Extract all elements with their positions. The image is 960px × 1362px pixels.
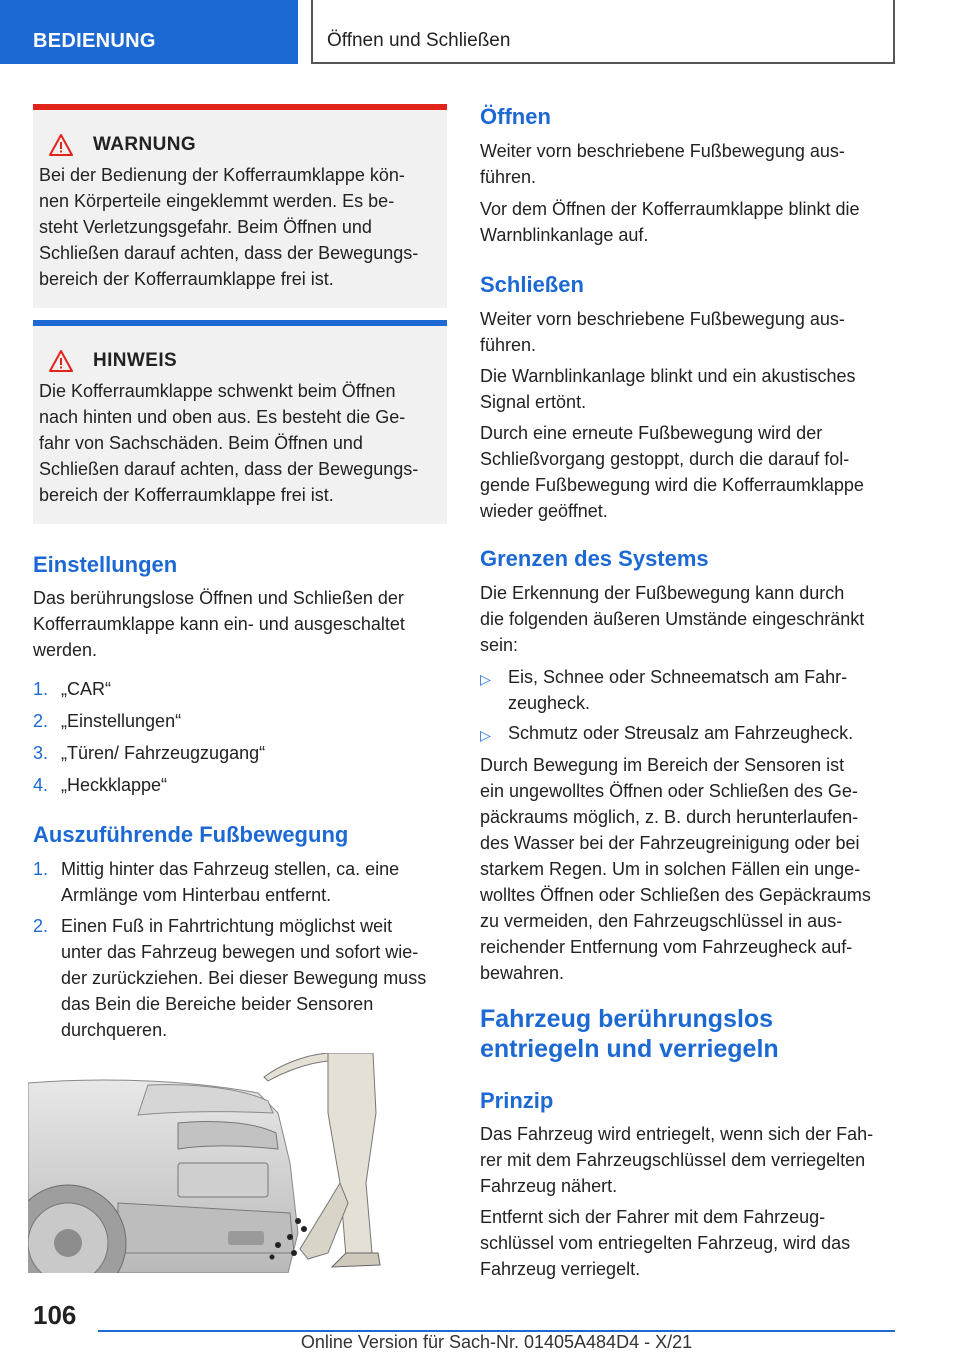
warning-title: WARNUNG (93, 134, 197, 155)
list-item: 1. „CAR“ (33, 679, 111, 699)
page-header-title: Öffnen und Schließen (311, 0, 895, 64)
heading-oeffnen: Öffnen (480, 104, 551, 129)
heading-schliessen: Schließen (480, 272, 584, 297)
foot-gesture-illustration (28, 1053, 382, 1273)
heading-fussbewegung: Auszuführende Fußbewegung (33, 822, 349, 847)
list-item: 2. „Einstellungen“ (33, 711, 182, 731)
list-item: 2. Einen Fuß in Fahrtrichtung möglichst weit unter das Fahrzeug bewegen und sofort wie- der zurückziehen. Bei dieser Bewegung muss das Bein die Bereiche beider Sensoren durchqueren. (33, 916, 427, 1040)
list-item: 4. „Heckklappe“ (33, 775, 168, 795)
heading-einstellungen: Einstellungen (33, 552, 178, 577)
heading-grenzen: Grenzen des Systems (480, 546, 709, 571)
list-item: 3. „Türen/ Fahrzeugzugang“ (33, 743, 266, 763)
prinzip-p1: Das Fahrzeug wird entriegelt, wenn sich der Fah- rer mit dem Fahrzeugschlüssel dem verriegelten Fahrzeug nähert. (480, 1124, 874, 1196)
note-title: HINWEIS (93, 350, 178, 371)
grenzen-intro: Die Erkennung der Fußbewegung kann durch die folgenden äußeren Umstände eingeschränkt sein: (480, 583, 865, 655)
prinzip-p2: Entfernt sich der Fahrer mit dem Fahrzeug- schlüssel vom entriegelten Fahrzeug, wird das Fahrzeug verriegelt. (480, 1207, 851, 1279)
list-item: ▷ Eis, Schnee oder Schneematsch am Fahr- zeugheck. (480, 667, 848, 713)
triangle-bullet-icon: ▷ (480, 671, 491, 687)
oeffnen-p2: Vor dem Öffnen der Kofferraumklappe blinkt die Warnblinkanlage auf. (480, 199, 860, 245)
grenzen-body: Durch Bewegung im Bereich der Sensoren ist ein ungewolltes Öffnen oder Schließen des Ge- päckraums möglich, z. B. durch herunterlaufen- des Wasser bei der Fahrzeugreinigung oder bei starkem Regen. Um in solchen Fällen ein unge- wolltes Öffnen oder Schließen des Gepäckraums zu vermeiden, den Fahrzeugschlüssel in aus- reichender Entfernung vom Fahrzeugheck auf- bewahren. (480, 755, 871, 983)
oeffnen-p1: Weiter vorn beschriebene Fußbewegung aus- führen. (480, 141, 845, 187)
caution-triangle-icon (49, 350, 73, 372)
list-item: 1. Mittig hinter das Fahrzeug stellen, ca. eine Armlänge vom Hinterbau entfernt. (33, 859, 400, 905)
list-item: ▷ Schmutz oder Streusalz am Fahrzeugheck. (480, 720, 896, 746)
note-box (33, 320, 447, 524)
schliessen-p3: Durch eine erneute Fußbewegung wird der Schließvorgang gestoppt, durch die darauf fol- gende Fußbewegung wird die Kofferraumklappe wieder geöffnet. (480, 423, 864, 521)
einstellungen-text: Das berührungslose Öffnen und Schließen der Kofferraumklappe kann ein- und ausgeschaltet werden. (33, 588, 405, 660)
note-text: Die Kofferraumklappe schwenkt beim Öffnen nach hinten und oben aus. Es besteht die Ge- fahr von Sachschäden. Beim Öffnen und Schließen darauf achten, dass der Bewegungs- bereich der Kofferraumklappe frei ist. (39, 381, 419, 505)
warning-triangle-icon (49, 134, 73, 156)
heading-entriegeln: Fahrzeug berührungslos entriegeln und verriegeln (480, 1005, 779, 1063)
footer-version: Online Version für Sach-Nr. 01405A484D4 - X/21 (300, 1332, 693, 1352)
schliessen-p1: Weiter vorn beschriebene Fußbewegung aus- führen. (480, 309, 845, 355)
heading-prinzip: Prinzip (480, 1088, 554, 1113)
schliessen-p2: Die Warnblinkanlage blinkt und ein akustisches Signal ertönt. (480, 366, 856, 412)
section-tab: BEDIENUNG (0, 0, 298, 64)
warning-text: Bei der Bedienung der Kofferraumklappe kön- nen Körperteile eingeklemmt werden. Es be- steht Verletzungsgefahr. Beim Öffnen und Schließen darauf achten, dass der Bewegungs- bereich der Kofferraumklappe frei ist. (39, 165, 419, 289)
triangle-bullet-icon: ▷ (480, 727, 491, 743)
page-number: 106 (33, 1300, 77, 1330)
warning-box (33, 104, 447, 308)
